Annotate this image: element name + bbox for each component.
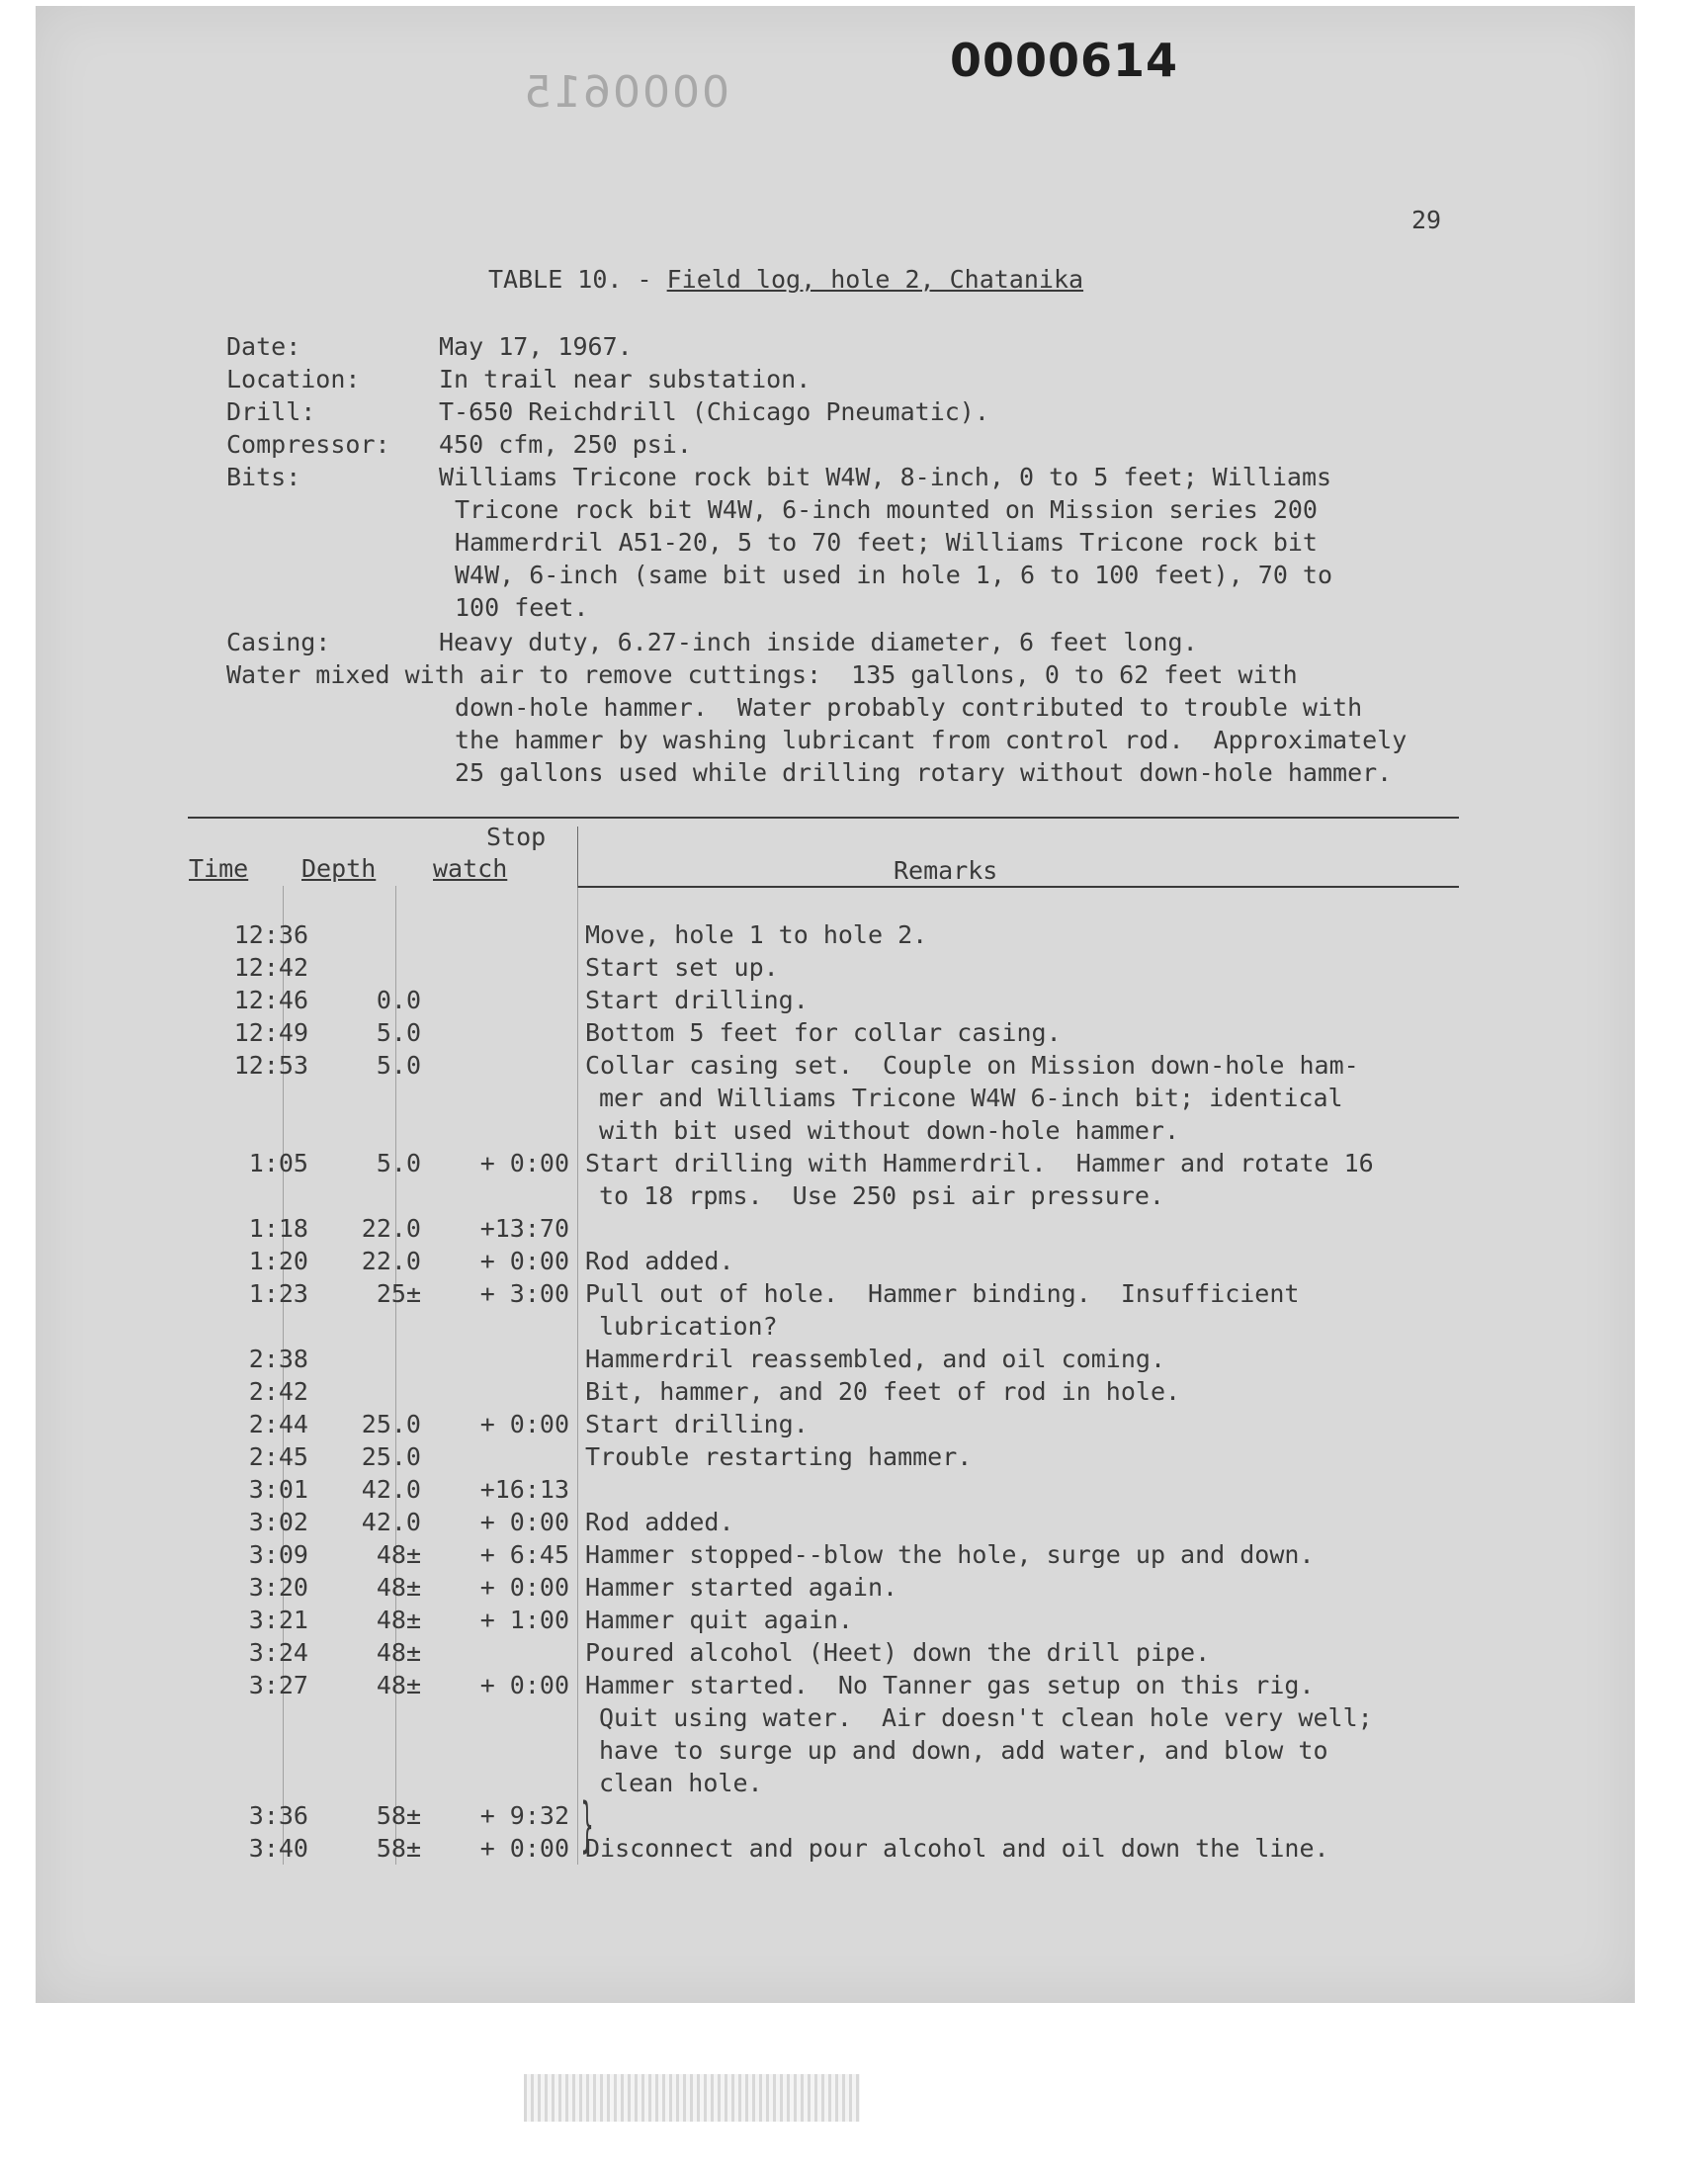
stopwatch-cell: + 0:00 — [479, 1247, 569, 1275]
location-value: In trail near substation. — [439, 365, 811, 393]
remark-cell: Rod added. — [585, 1508, 734, 1536]
table-title-text: Field log, hole 2, Chatanika — [666, 265, 1084, 294]
bits-line: W4W, 6-inch (same bit used in hole 1, 6 to 100 feet), 70 to — [455, 561, 1333, 589]
depth-cell: 25.0 — [361, 1442, 421, 1471]
time-cell: 3:20 — [248, 1573, 308, 1602]
stopwatch-cell: + 6:45 — [479, 1540, 569, 1569]
drill-label: Drill: — [226, 397, 316, 426]
date-value: May 17, 1967. — [439, 332, 633, 361]
stamp-number: 0000614 — [950, 34, 1179, 87]
time-cell: 3:24 — [248, 1638, 308, 1667]
page-number: 29 — [1411, 206, 1442, 234]
time-cell: 3:36 — [248, 1801, 308, 1830]
table-row — [36, 1508, 1635, 1539]
remark-cell: Quit using water. Air doesn't clean hole very well; — [599, 1703, 1373, 1732]
remark-cell: to 18 rpms. Use 250 psi air pressure. — [599, 1181, 1164, 1210]
mirrored-stamp-number: 0000615 — [522, 67, 729, 118]
time-cell: 2:44 — [248, 1410, 308, 1438]
remark-cell: Start set up. — [585, 953, 779, 982]
table-row — [36, 1279, 1635, 1311]
table-title — [488, 265, 1083, 294]
time-cell: 2:45 — [248, 1442, 308, 1471]
table-row — [36, 986, 1635, 1017]
stopwatch-cell: + 0:00 — [479, 1508, 569, 1536]
remark-cell: Collar casing set. Couple on Mission down-hole ham- — [585, 1051, 1359, 1080]
table-row — [36, 1606, 1635, 1637]
time-cell: 3:40 — [248, 1834, 308, 1863]
remark-cell: Rod added. — [585, 1247, 734, 1275]
depth-cell: 25.0 — [361, 1410, 421, 1438]
remark-cell: Poured alcohol (Heet) down the drill pipe. — [585, 1638, 1211, 1667]
depth-cell: 58± — [376, 1834, 421, 1863]
stopwatch-cell: + 0:00 — [479, 1410, 569, 1438]
time-cell: 12:42 — [233, 953, 308, 982]
table-row — [36, 1801, 1635, 1833]
time-cell: 3:01 — [248, 1475, 308, 1504]
remark-cell: Bit, hammer, and 20 feet of rod in hole. — [585, 1377, 1181, 1406]
depth-cell: 5.0 — [376, 1018, 421, 1047]
remark-cell: Trouble restarting hammer. — [585, 1442, 973, 1471]
table-row — [36, 920, 1635, 952]
bits-line: Hammerdril A51-20, 5 to 70 feet; Williams Tricone rock bit — [455, 528, 1318, 557]
table-row — [36, 1214, 1635, 1246]
table-row — [36, 1540, 1635, 1572]
date-label: Date: — [226, 332, 301, 361]
remark-cell: Start drilling. — [585, 1410, 809, 1438]
time-cell: 3:09 — [248, 1540, 308, 1569]
time-cell: 1:05 — [248, 1149, 308, 1177]
remark-cell: with bit used without down-hole hammer. — [599, 1116, 1179, 1145]
time-cell: 1:20 — [248, 1247, 308, 1275]
bits-line: Tricone rock bit W4W, 6-inch mounted on Mission series 200 — [455, 495, 1318, 524]
table-row — [36, 1018, 1635, 1050]
table-top-rule — [188, 817, 1459, 819]
column-header-stopwatch: watch — [433, 854, 508, 883]
remark-cell: Move, hole 1 to hole 2. — [585, 920, 928, 949]
table-row — [36, 1671, 1635, 1702]
casing-label: Casing: — [226, 628, 331, 656]
remark-cell: Hammer started. No Tanner gas setup on this rig. — [585, 1671, 1315, 1699]
depth-cell: 42.0 — [361, 1508, 421, 1536]
time-cell: 12:49 — [233, 1018, 308, 1047]
column-header-depth: Depth — [301, 854, 377, 883]
depth-cell: 22.0 — [361, 1214, 421, 1243]
casing-value: Heavy duty, 6.27-inch inside diameter, 6 feet long. — [439, 628, 1198, 656]
time-cell: 1:18 — [248, 1214, 308, 1243]
depth-cell: 22.0 — [361, 1247, 421, 1275]
depth-cell: 48± — [376, 1606, 421, 1634]
stopwatch-cell: + 9:32 — [479, 1801, 569, 1830]
table-row — [36, 1442, 1635, 1474]
stopwatch-cell: +16:13 — [479, 1475, 569, 1504]
depth-cell: 5.0 — [376, 1149, 421, 1177]
table-row — [36, 1051, 1635, 1083]
table-row — [36, 1769, 1635, 1800]
table-row — [36, 1703, 1635, 1735]
table-row — [36, 1475, 1635, 1507]
depth-cell: 48± — [376, 1671, 421, 1699]
table-row — [36, 1181, 1635, 1213]
water-line: 25 gallons used while drilling rotary without down-hole hammer. — [455, 758, 1393, 787]
drill-value: T-650 Reichdrill (Chicago Pneumatic). — [439, 397, 989, 426]
remark-cell: Bottom 5 feet for collar casing. — [585, 1018, 1062, 1047]
stopwatch-cell: + 0:00 — [479, 1671, 569, 1699]
table-row — [36, 1116, 1635, 1148]
bits-line: Williams Tricone rock bit W4W, 8-inch, 0 to 5 feet; Williams — [439, 463, 1332, 491]
table-row — [36, 1247, 1635, 1278]
water-line: down-hole hammer. Water probably contributed to trouble with — [455, 693, 1363, 722]
time-cell: 1:23 — [248, 1279, 308, 1308]
column-header-time: Time — [189, 854, 249, 883]
stopwatch-cell: + 3:00 — [479, 1279, 569, 1308]
remark-cell: Start drilling. — [585, 986, 809, 1014]
time-cell: 12:53 — [233, 1051, 308, 1080]
remark-cell: Hammer started again. — [585, 1573, 898, 1602]
depth-cell: 48± — [376, 1540, 421, 1569]
document-page — [36, 6, 1635, 2003]
time-cell: 3:21 — [248, 1606, 308, 1634]
compressor-label: Compressor: — [226, 430, 390, 459]
table-row — [36, 1149, 1635, 1180]
remark-cell: clean hole. — [599, 1769, 763, 1797]
table-row — [36, 1834, 1635, 1866]
table-row — [36, 1312, 1635, 1344]
table-row — [36, 1410, 1635, 1441]
remark-cell: Start drilling with Hammerdril. Hammer and rotate 16 — [585, 1149, 1374, 1177]
water-line: the hammer by washing lubricant from control rod. Approximately — [455, 726, 1408, 754]
remark-cell: Hammerdril reassembled, and oil coming. — [585, 1345, 1165, 1373]
remarks-header-rule — [577, 886, 1459, 888]
table-row — [36, 1377, 1635, 1409]
time-cell: 2:38 — [248, 1345, 308, 1373]
remark-cell: mer and Williams Tricone W4W 6-inch bit; identical — [599, 1084, 1343, 1112]
depth-cell: 48± — [376, 1638, 421, 1667]
remark-cell: lubrication? — [599, 1312, 778, 1341]
remark-cell: have to surge up and down, add water, and blow to — [599, 1736, 1328, 1765]
location-label: Location: — [226, 365, 361, 393]
remark-cell: Pull out of hole. Hammer binding. Insufficient — [585, 1279, 1300, 1308]
table-row — [36, 1084, 1635, 1115]
stopwatch-cell: + 0:00 — [479, 1149, 569, 1177]
time-cell: 3:27 — [248, 1671, 308, 1699]
compressor-value: 450 cfm, 250 psi. — [439, 430, 692, 459]
depth-cell: 58± — [376, 1801, 421, 1830]
bits-line: 100 feet. — [455, 593, 589, 622]
stopwatch-cell: + 0:00 — [479, 1573, 569, 1602]
remark-cell: Disconnect and pour alcohol and oil down the line. — [585, 1834, 1329, 1863]
remark-cell: Hammer quit again. — [585, 1606, 853, 1634]
water-line: Water mixed with air to remove cuttings: 135 gallons, 0 to 62 feet with — [226, 660, 1298, 689]
scan-artifact — [524, 2074, 860, 2122]
remark-cell: Hammer stopped--blow the hole, surge up and down. — [585, 1540, 1315, 1569]
column-header-stop: Stop — [486, 823, 547, 851]
time-cell: 12:46 — [233, 986, 308, 1014]
depth-cell: 0.0 — [376, 986, 421, 1014]
time-cell: 3:02 — [248, 1508, 308, 1536]
bits-label: Bits: — [226, 463, 301, 491]
row-brace: } — [580, 1790, 594, 1860]
stopwatch-cell: + 0:00 — [479, 1834, 569, 1863]
stopwatch-cell: + 1:00 — [479, 1606, 569, 1634]
depth-cell: 48± — [376, 1573, 421, 1602]
time-cell: 2:42 — [248, 1377, 308, 1406]
table-row — [36, 1736, 1635, 1768]
time-cell: 12:36 — [233, 920, 308, 949]
depth-cell: 5.0 — [376, 1051, 421, 1080]
table-row — [36, 1345, 1635, 1376]
header-divider — [577, 826, 578, 888]
table-row — [36, 953, 1635, 985]
depth-cell: 25± — [376, 1279, 421, 1308]
depth-cell: 42.0 — [361, 1475, 421, 1504]
column-header-remarks: Remarks — [894, 856, 998, 885]
table-row — [36, 1573, 1635, 1605]
table-title-prefix: TABLE 10. - — [488, 265, 667, 294]
stopwatch-cell: +13:70 — [479, 1214, 569, 1243]
table-row — [36, 1638, 1635, 1670]
